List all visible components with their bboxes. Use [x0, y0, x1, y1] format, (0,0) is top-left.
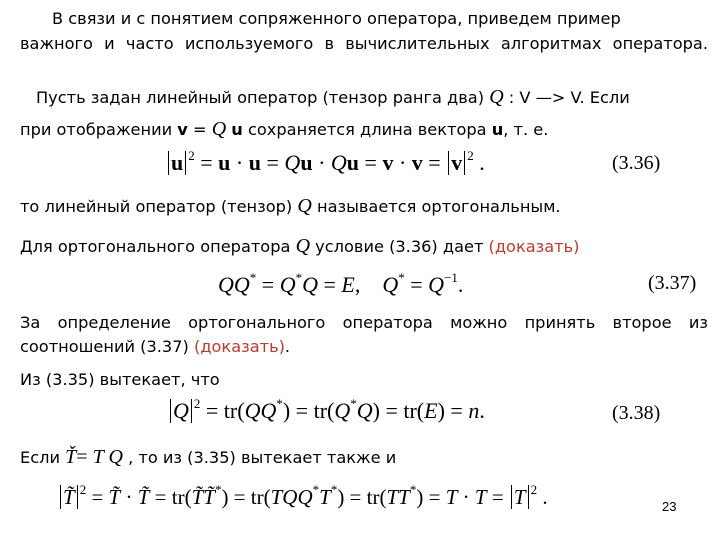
- equation-3-36: u $^2$ = u · u = Qu · Qu = v · v = v $^2$ .: [166, 148, 485, 178]
- text-fragment: при отображении: [20, 120, 173, 139]
- page-number: 23: [662, 499, 677, 514]
- symbol-Q: Q: [211, 118, 227, 140]
- vector-u: u: [231, 120, 243, 139]
- symbol-Q: Q: [297, 195, 312, 217]
- text-fragment: Для ортогонального оператора: [20, 237, 291, 256]
- intro-line-1: В связи и с понятием сопряженного оператора, приведем пример: [52, 9, 621, 28]
- text-fragment: .: [284, 337, 291, 356]
- equals-sign: =: [76, 446, 88, 468]
- text-fragment: Если: [20, 448, 60, 467]
- vector-v: v: [177, 120, 188, 139]
- operator-definition-line-2: [20, 118, 548, 141]
- equation-number-3-36: (3.36): [612, 152, 661, 174]
- text-fragment: Пусть задан линейный оператор (тензор ранга два): [36, 88, 485, 107]
- follows-line: Из (3.35) вытекает, что: [20, 370, 220, 389]
- text-fragment: , то из (3.35) вытекает также и: [128, 448, 397, 467]
- symbol-Q: Q: [295, 235, 311, 257]
- equation-number-3-37: (3.37): [648, 272, 697, 294]
- text-fragment: соотношений (3.37): [20, 337, 189, 356]
- symbol-Q: Q: [489, 86, 504, 108]
- vector-u: u: [491, 120, 504, 139]
- orthogonal-definition-line: [20, 195, 561, 218]
- symbol-T-check: Ť: [65, 446, 77, 468]
- text-fragment: называется ортогональным.: [317, 197, 561, 216]
- equation-norm-preservation: T̃ $^2$ = T̃ · T̃ = tr(T̃T̃*) = tr(TQQ*T*) = tr(TT*) = T · T = T $^2$ .: [58, 482, 548, 512]
- equation-3-37: QQ* = Q*Q = E, $Q^* = Q^{-1}$.: [218, 270, 464, 297]
- text-fragment: : V —> V. Если: [508, 88, 630, 107]
- equals-sign: =: [187, 120, 212, 139]
- if-line: [20, 446, 396, 469]
- operator-definition-line-1: [36, 86, 708, 109]
- text-fragment: сохраняется длина вектора: [247, 120, 487, 139]
- definition-alt-line-2: [20, 336, 290, 358]
- text-fragment: то линейный оператор (тензор): [20, 197, 293, 216]
- equation-number-3-38: (3.38): [612, 402, 661, 424]
- orthogonal-condition-line: [20, 235, 579, 258]
- text-fragment: условие (3.36) дает: [315, 237, 484, 256]
- symbol-TQ: T Q: [92, 446, 123, 468]
- prove-note: (доказать): [194, 337, 285, 356]
- prove-note: (доказать): [488, 237, 580, 256]
- text-fragment: , т. е.: [503, 120, 549, 139]
- definition-alt-line-1: За определение ортогонального оператора можно принять второе из: [20, 313, 708, 332]
- equation-3-38: Q $^2$ = tr(QQ*) = tr(Q*Q) = tr(E) = n.: [168, 396, 485, 426]
- intro-line-2: важного и часто используемого в вычислительных алгоритмах оператора.: [20, 34, 708, 53]
